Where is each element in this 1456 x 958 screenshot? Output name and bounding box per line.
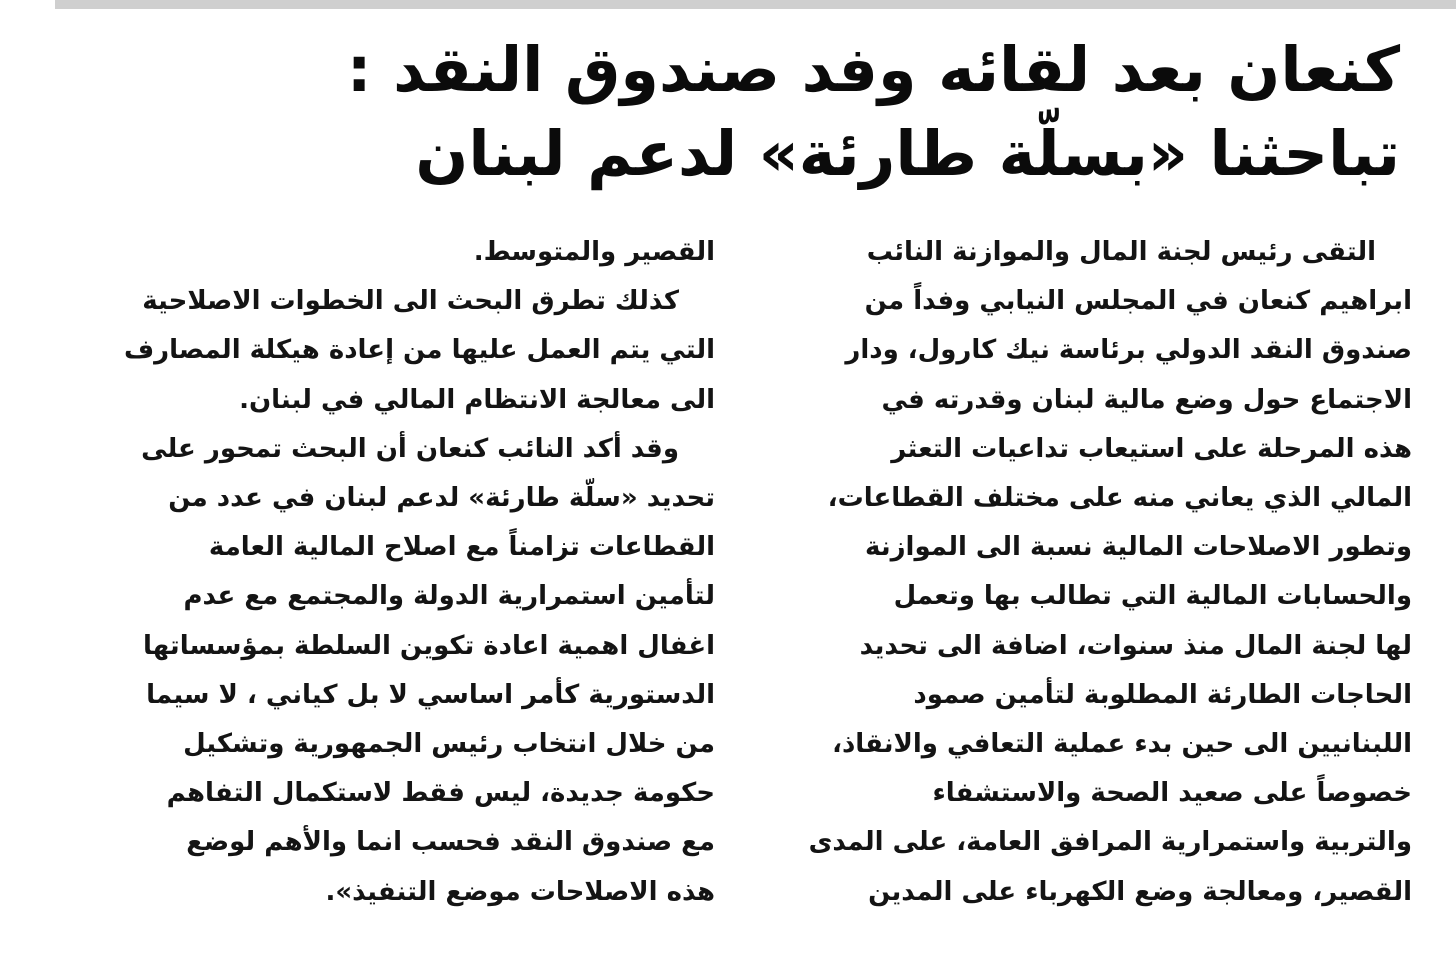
body-line: تحديد «سلّة طارئة» لدعم لبنان في عدد من — [168, 483, 715, 514]
body-line: الحاجات الطارئة المطلوبة لتأمين صمود — [913, 679, 1412, 710]
headline-line-1: كنعان بعد لقائه وفد صندوق النقد : — [346, 33, 1400, 106]
body-line: هذه المرحلة على استيعاب تداعيات التعثر — [891, 433, 1412, 464]
body-line: مع صندوق النقد فحسب انما والأهم لوضع — [186, 827, 715, 858]
body-line: القصير والمتوسط. — [473, 237, 715, 267]
body-line: المالي الذي يعاني منه على مختلف القطاعات، — [827, 483, 1412, 514]
body-line: الدستورية كأمر اساسي لا بل كياني ، لا سيما — [146, 679, 715, 710]
body-line: التي يتم العمل عليها من إعادة هيكلة المصارف — [123, 335, 715, 366]
top-divider-bar — [55, 0, 1456, 9]
body-line: القطاعات تزامناً مع اصلاح المالية العامة — [208, 532, 715, 563]
article-headline — [40, 28, 1400, 196]
article-column-right — [752, 228, 1412, 917]
body-line: ابراهيم كنعان في المجلس النيابي وفداً من — [864, 286, 1412, 317]
body-line: وقد أكد النائب كنعان أن البحث تمحور على — [141, 433, 679, 464]
body-line: خصوصاً على صعيد الصحة والاستشفاء — [932, 778, 1412, 809]
body-line: اغفال اهمية اعادة تكوين السلطة بمؤسساتها — [143, 630, 715, 661]
body-line: لها لجنة المال منذ سنوات، اضافة الى تحديد — [859, 630, 1412, 661]
body-line: التقى رئيس لجنة المال والموازنة النائب — [866, 237, 1376, 267]
body-line: والتربية واستمرارية المرافق العامة، على المدى — [808, 827, 1412, 858]
body-line: اللبنانيين الى حين بدء عملية التعافي والانقاذ، — [832, 729, 1412, 760]
body-line: حكومة جديدة، ليس فقط لاستكمال التفاهم — [166, 778, 715, 809]
headline-line-2: تباحثنا «بسلّة طارئة» لدعم لبنان — [415, 117, 1400, 190]
body-line: لتأمين استمرارية الدولة والمجتمع مع عدم — [183, 581, 715, 612]
body-line: وتطور الاصلاحات المالية نسبة الى الموازنة — [865, 532, 1412, 563]
body-line: من خلال انتخاب رئيس الجمهورية وتشكيل — [183, 729, 715, 760]
body-line: والحسابات المالية التي تطالب بها وتعمل — [893, 581, 1412, 612]
body-line: كذلك تطرق البحث الى الخطوات الاصلاحية — [142, 286, 679, 317]
body-line: صندوق النقد الدولي برئاسة نيك كارول، ودار — [845, 335, 1412, 366]
body-line: هذه الاصلاحات موضع التنفيذ». — [325, 876, 715, 907]
article-column-left — [55, 228, 715, 917]
body-line: الاجتماع حول وضع مالية لبنان وقدرته في — [881, 384, 1412, 415]
body-line: القصير، ومعالجة وضع الكهرباء على المدين — [868, 876, 1412, 907]
body-line: الى معالجة الانتظام المالي في لبنان. — [239, 384, 715, 415]
